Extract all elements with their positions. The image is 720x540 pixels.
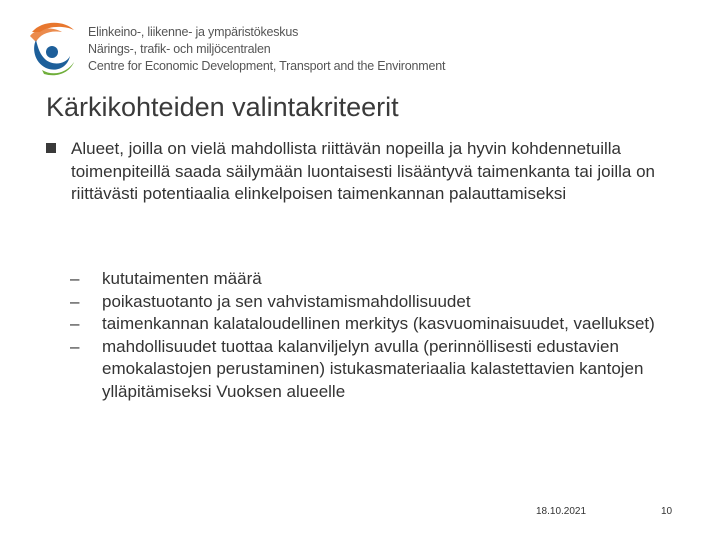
dash-bullet: – xyxy=(70,269,80,288)
agency-name-fi: Elinkeino-, liikenne- ja ympäristökeskus xyxy=(88,25,299,39)
sub-bullet-item xyxy=(70,268,690,291)
ely-logo-icon xyxy=(22,18,78,78)
ely-logo xyxy=(22,18,78,78)
sub-bullet-list xyxy=(70,268,690,403)
main-bullet-text: Alueet, joilla on vielä mahdollista riittävän nopeilla ja hyvin kohdennetuilla toimenpiteillä saada säilymään luontaisesti lisääntyvä taimenkanta tai joilla on riittävästi potentiaalia elinkelpoisen taimenkannan palauttamiseksi xyxy=(71,139,655,203)
sub-bullet-text: mahdollisuudet tuottaa kalanviljelyn avulla (perinnöllisesti edustavien emokalastojen perustaminen) istukasmateriaalia kalastettavien kantojen ylläpitämiseksi Vuoksen alueelle xyxy=(102,336,644,401)
dash-bullet: – xyxy=(70,314,80,333)
footer-date: 18.10.2021 xyxy=(536,506,587,517)
square-bullet-icon xyxy=(46,143,56,153)
agency-name xyxy=(88,24,445,75)
sub-bullet-text: kututaimenten määrä xyxy=(102,269,262,288)
main-bullet xyxy=(46,138,696,206)
sub-bullet-text: poikastuotanto ja sen vahvistamismahdollisuudet xyxy=(102,291,471,311)
sub-bullet-text: taimenkannan kalataloudellinen merkitys (kasvuominaisuudet, vaellukset) xyxy=(102,314,655,333)
dash-bullet: – xyxy=(70,336,80,356)
page-number: 10 xyxy=(661,506,673,517)
sub-bullet-item xyxy=(70,291,690,314)
dash-bullet: – xyxy=(70,291,80,311)
agency-name-en: Centre for Economic Development, Transport and the Environment xyxy=(88,59,446,73)
agency-name-sv: Närings-, trafik- och miljöcentralen xyxy=(88,42,271,56)
sub-bullet-item xyxy=(70,336,690,404)
sub-bullet-item xyxy=(70,313,690,336)
slide-title: Kärkikohteiden valintakriteerit xyxy=(46,92,399,122)
